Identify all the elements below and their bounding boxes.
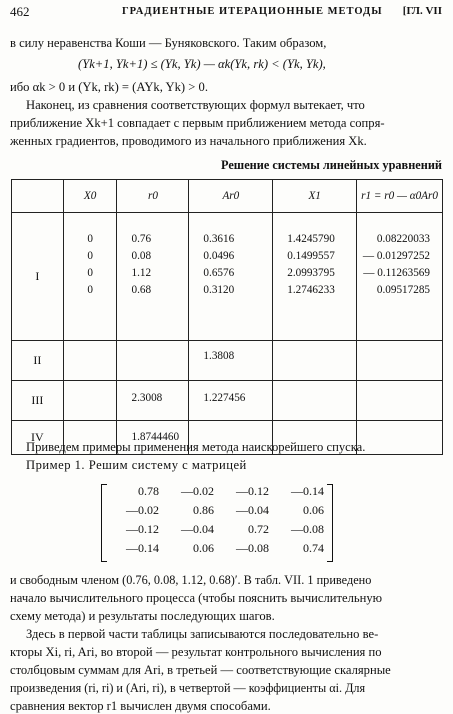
table-title: Решение системы линейных уравнений [221,158,442,172]
value: 1.2746233 [287,284,335,296]
value: 1.227456 [203,392,246,404]
empty-cell [357,421,443,455]
table-header-row [12,180,443,213]
matrix-cell: —0.04 [181,522,214,536]
section-label: III [12,381,64,421]
matrix [101,484,333,560]
value: 0.3120 [203,284,235,296]
table-row [12,213,443,341]
header-cell: Ar0 [189,180,273,213]
matrix-cell: —0.08 [291,522,324,536]
section-label: IV [12,421,64,455]
value: 0.3616 [203,233,235,245]
value: 0.08220033 [376,233,430,245]
header-cell [12,180,64,213]
value: 0 [87,284,93,296]
matrix-cell: 0.06 [193,541,214,555]
empty-cell [63,381,117,421]
value: 0.1499557 [287,250,335,262]
x1-cell [273,213,357,341]
running-title: ГРАДИЕНТНЫЕ ИТЕРАЦИОННЫЕ МЕТОДЫ [122,6,383,17]
value: 2.3008 [131,392,163,404]
header-cell: X1 [273,180,357,213]
r1-cell [357,213,443,341]
table-row [12,341,443,381]
value: — 0.11263569 [363,267,430,279]
matrix-cell: —0.02 [126,503,159,517]
empty-cell [273,381,357,421]
matrix-cell: 0.06 [303,503,324,517]
matrix-cell: 0.74 [303,541,324,555]
matrix-left-bracket [101,484,107,562]
value: 0.68 [131,284,152,296]
ar0-cell [189,381,273,421]
r0-cell [117,213,189,341]
value: 0.6576 [203,267,235,279]
matrix-cell: 0.72 [248,522,269,536]
page-number: 462 [10,4,30,19]
text-line: женных градиентов, проводимого из начального приближения Xk. [10,134,367,148]
inequality-formula: (Yk+1, Yk+1) ≤ (Yk, Yk) — αk(Yk, rk) < (Yk, Yk), [78,57,326,71]
header-cell: r1 = r0 — α0Ar0 [357,180,443,213]
text-line: Здесь в первой части таблицы записываются последовательно ве- [26,627,379,641]
text-line: кторы Xi, ri, Ari, во второй — результат контрольного вычисления по [10,645,382,659]
text-line: столбцовым суммам для Ari, в третьей — соответствующие скалярные [10,663,391,677]
matrix-cell: —0.14 [126,541,159,555]
r0-cell [117,381,189,421]
page-header [10,4,442,20]
text-line: начало вычислительного процесса (чтобы пояснить вычислительную [10,591,383,605]
matrix-row [109,541,329,559]
header-cell: X0 [63,180,117,213]
empty-cell [357,341,443,381]
matrix-row [109,522,329,540]
value: 0.0496 [203,250,235,262]
text-line: приближение Xk+1 совпадает с первым приближением метода сопря- [10,116,385,130]
value: 1.4245790 [287,233,335,245]
value: 1.8744460 [131,431,180,443]
table-row [12,381,443,421]
results-table [11,179,443,455]
matrix-cell: —0.08 [236,541,269,555]
matrix-cell: 0.86 [193,503,214,517]
matrix-cell: —0.02 [181,484,214,498]
text-line: Наконец, из сравнения соответствующих формул вытекает, что [26,98,365,112]
empty-cell [357,381,443,421]
chapter-label: [ГЛ. VII [402,5,442,17]
matrix-cell: 0.78 [138,484,159,498]
value: 1.3808 [203,350,235,362]
value: 0.08 [131,250,152,262]
text-line: и свободным членом (0.76, 0.08, 1.12, 0.68)′. В табл. VII. 1 приведено [10,573,372,587]
text-line: произведения (ri, ri) и (Ari, ri), в четвертой — коэффициенты αi. Для [10,681,366,695]
text-line: схему метода) и результаты последующих шагов. [10,609,275,623]
section-label: II [12,341,64,381]
matrix-cell: —0.14 [291,484,324,498]
value: 0.09517285 [376,284,430,296]
value: 1.12 [131,267,152,279]
value: 2.0993795 [287,267,335,279]
matrix-cell: —0.04 [236,503,269,517]
section-label: I [12,213,64,341]
value: 0.76 [131,233,152,245]
text-line: в силу неравенства Коши — Буняковского. Таким образом, [10,36,327,50]
header-cell: r0 [117,180,189,213]
value: 0 [87,250,93,262]
empty-cell [63,341,117,381]
empty-cell [273,341,357,381]
text-line: ибо αk > 0 и (Yk, rk) = (AYk, Yk) > 0. [10,80,208,94]
matrix-row [109,503,329,521]
value: — 0.01297252 [362,250,430,262]
matrix-row [109,484,329,502]
text-line: сравнения вектор r1 вычислен двумя способами. [10,699,271,713]
value: 0 [87,233,93,245]
matrix-cell: —0.12 [126,522,159,536]
value: 0 [87,267,93,279]
ar0-cell [189,213,273,341]
x0-cell [63,213,117,341]
empty-cell [117,341,189,381]
ar0-cell [189,341,273,381]
matrix-cell: —0.12 [236,484,269,498]
text-line: Приведем примеры применения метода наискорейшего спуска. [26,440,366,454]
example-heading: Пример 1. Решим систему с матрицей [26,458,247,472]
